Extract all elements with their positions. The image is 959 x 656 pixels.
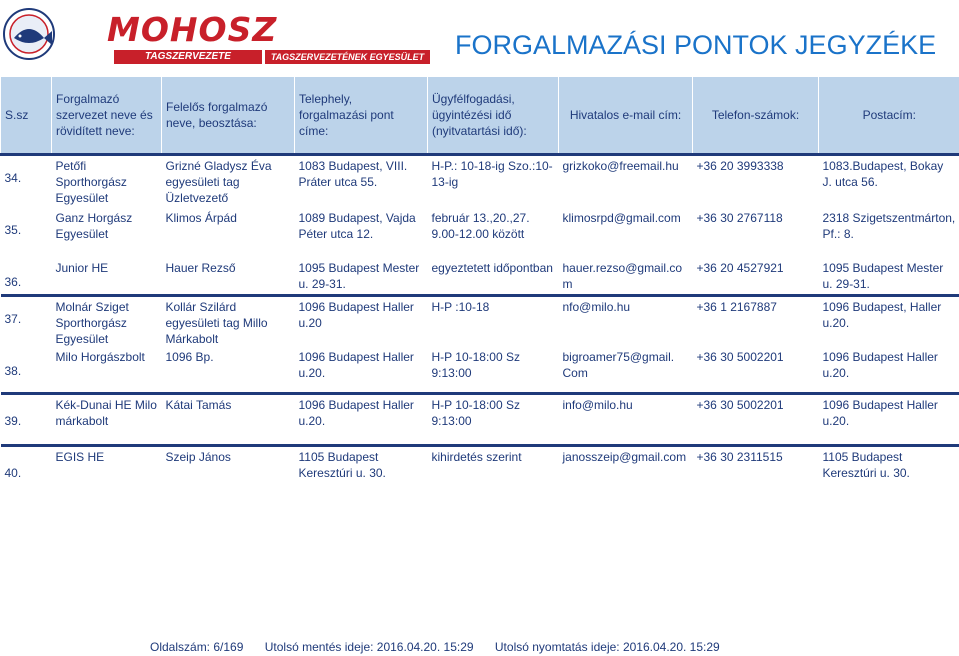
post-cell: 1105 Budapest Keresztúri u. 30. xyxy=(819,446,959,498)
post-cell: 1096 Budapest, Haller u.20. 1096 Budapest Haller u.20. xyxy=(819,296,959,394)
col-header-num: S.sz xyxy=(1,77,52,155)
page-footer xyxy=(150,640,738,654)
col-header-email: Hivatalos e-mail cím: xyxy=(559,77,693,155)
person-cell: Grizné Gladysz Éva egyesületi tag Üzletvezető Klimos Árpád Hauer Rezső xyxy=(162,155,295,296)
col-header-phone: Telefon-számok: xyxy=(693,77,819,155)
table-header-row xyxy=(1,77,959,155)
col-header-org: Forgalmazó szervezet neve és rövidített neve: xyxy=(52,77,162,155)
post-cell: 1083.Budapest, Bokay J. utca 56. 2318 Szigetszentmárton, Pf.: 8. 1095 Budapest Mester u. 29-31. xyxy=(819,155,959,296)
hours-cell: H-P 10-18:00 Sz 9:13:00 xyxy=(428,394,559,446)
address-cell: 1096 Budapest Haller u.20 1096 Budapest Haller u.20. xyxy=(295,296,428,394)
page-title: FORGALMAZÁSI PONTOK JEGYZÉKE xyxy=(455,30,937,60)
row-numbers: 34. 35. 36. xyxy=(1,155,52,296)
address-cell: 1083 Budapest, VIII. Práter utca 55. 1089 Budapest, Vajda Péter utca 12. 1095 Budapest Mester u. 29-31. xyxy=(295,155,428,296)
last-printed: Utolsó nyomtatás ideje: 2016.04.20. 15:29 xyxy=(494,640,720,654)
brand-name: MOHOSZ xyxy=(107,10,278,49)
email-cell[interactable]: info@milo.hu xyxy=(559,394,693,446)
person-cell: Szeip János xyxy=(162,446,295,498)
address-cell: 1096 Budapest Haller u.20. xyxy=(295,394,428,446)
mohosz-logo xyxy=(0,0,58,75)
phone-cell: +36 30 5002201 xyxy=(693,394,819,446)
table-row xyxy=(1,155,959,296)
table-row xyxy=(1,394,959,446)
phone-cell: +36 20 3993338 +36 30 2767118 +36 20 4527921 xyxy=(693,155,819,296)
col-header-post: Postacím: xyxy=(819,77,959,155)
table-row xyxy=(1,446,959,498)
col-header-person: Felelős forgalmazó neve, beosztása: xyxy=(162,77,295,155)
row-number: 40. xyxy=(1,446,52,498)
hours-cell: kihirdetés szerint xyxy=(428,446,559,498)
brand-subtitle: TAGSZERVEZETE xyxy=(114,50,262,64)
row-number: 39. xyxy=(1,394,52,446)
org-cell: Molnár Sziget Sporthorgász Egyesület Milo Horgászbolt xyxy=(52,296,162,394)
col-header-hours: Ügyfélfogadási, ügyintézési idő (nyitvatartási idő): xyxy=(428,77,559,155)
address-cell: 1105 Budapest Keresztúri u. 30. xyxy=(295,446,428,498)
page-number: Oldalszám: 6/169 xyxy=(150,640,244,654)
email-cell[interactable]: janosszeip@gmail.com xyxy=(559,446,693,498)
person-cell: Kollár Szilárd egyesületi tag Millo Márkabolt 1096 Bp. xyxy=(162,296,295,394)
page-header xyxy=(0,0,959,75)
org-cell: EGIS HE xyxy=(52,446,162,498)
email-cell: grizkoko@freemail.hu klimosrpd@gmail.com hauer.rezso@gmail.com xyxy=(559,155,693,296)
row-numbers: 37. 38. xyxy=(1,296,52,394)
person-cell: Kátai Tamás xyxy=(162,394,295,446)
org-cell: Petőfi Sporthorgász Egyesület Ganz Horgász Egyesület Junior HE xyxy=(52,155,162,296)
table-row xyxy=(1,296,959,394)
outlets-table xyxy=(0,77,959,498)
email-cell: nfo@milo.hu bigroamer75@gmail. Com xyxy=(559,296,693,394)
brand-subtitle-2: TAGSZERVEZETÉNEK EGYESÜLET xyxy=(265,50,430,64)
phone-cell: +36 30 2311515 xyxy=(693,446,819,498)
phone-cell: +36 1 2167887 +36 30 5002201 xyxy=(693,296,819,394)
post-cell: 1096 Budapest Haller u.20. xyxy=(819,394,959,446)
hours-cell: H-P :10-18 H-P 10-18:00 Sz 9:13:00 xyxy=(428,296,559,394)
last-saved: Utolsó mentés ideje: 2016.04.20. 15:29 xyxy=(264,640,474,654)
col-header-address: Telephely, forgalmazási pont címe: xyxy=(295,77,428,155)
hours-cell: H-P.: 10-18-ig Szo.:10-13-ig február 13.,20.,27. 9.00-12.00 között egyeztetett időpontban xyxy=(428,155,559,296)
org-cell: Kék-Dunai HE Milo márkabolt xyxy=(52,394,162,446)
